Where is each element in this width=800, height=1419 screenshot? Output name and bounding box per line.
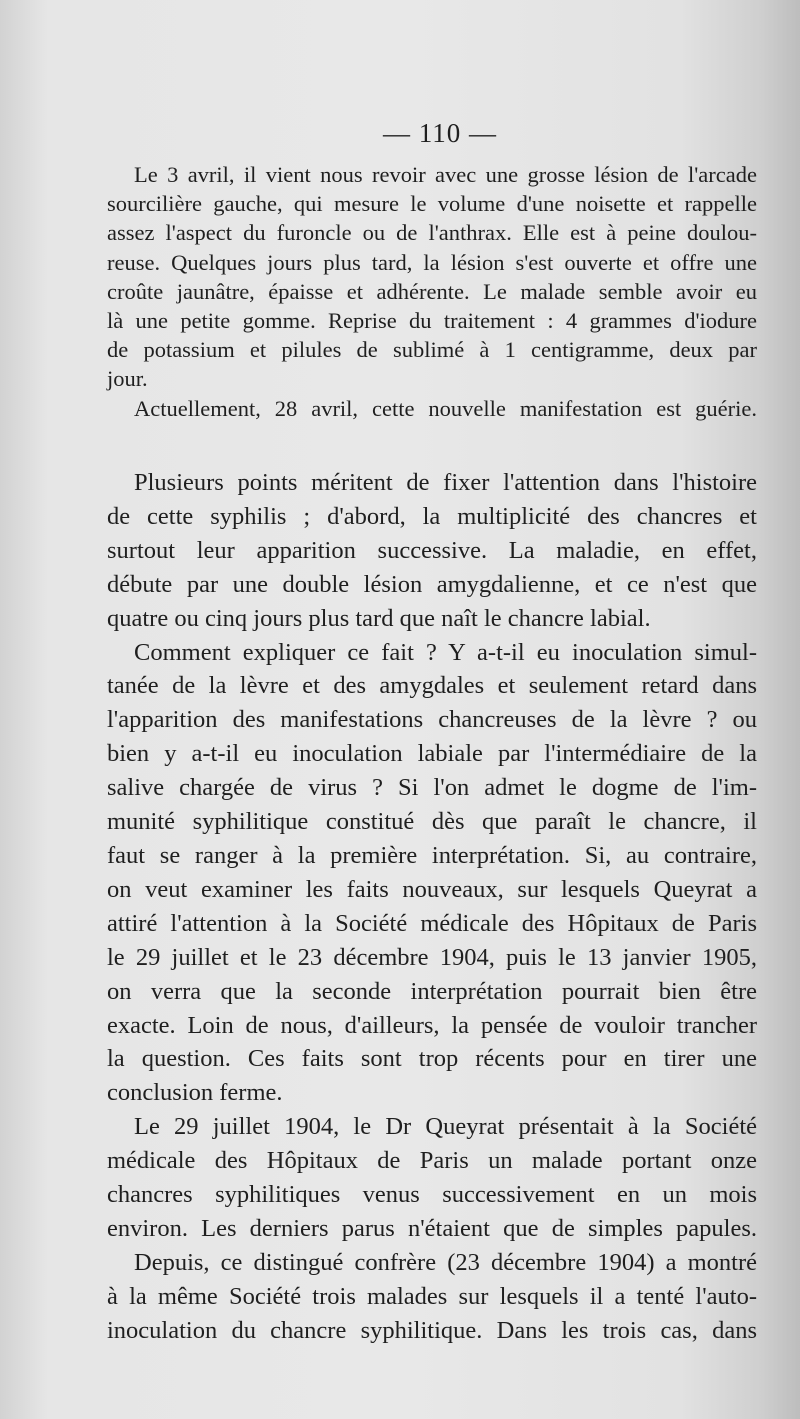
text-line: munité syphilitique constitué dès que paraît le chancre, il	[107, 808, 757, 836]
text-line: de potassium et pilules de sublimé à 1 centigramme, deux par	[107, 337, 757, 363]
text-line: à la même Société trois malades sur lesquels il a tenté l'auto-	[107, 1282, 757, 1310]
text-line: Depuis, ce distingué confrère (23 décembre 1904) a montré	[134, 1248, 757, 1276]
text-line: Actuellement, 28 avril, cette nouvelle manifestation est guérie.	[134, 395, 757, 421]
text-line: le 29 juillet et le 23 décembre 1904, puis le 13 janvier 1905,	[107, 943, 757, 971]
text-line: débute par une double lésion amygdalienne, et ce n'est que	[107, 570, 757, 598]
text-line: quatre ou cinq jours plus tard que naît le chancre labial.	[107, 604, 651, 632]
text-line: exacte. Loin de nous, d'ailleurs, la pensée de vouloir trancher	[107, 1011, 757, 1039]
case-report-block	[107, 160, 757, 423]
text-line: Comment expliquer ce fait ? Y a-t-il eu inoculation simul-	[134, 638, 757, 666]
text-line: conclusion ferme.	[107, 1079, 283, 1107]
page-number: — 110 —	[383, 118, 497, 148]
text-line: médicale des Hôpitaux de Paris un malade portant onze	[107, 1147, 757, 1175]
text-line: faut se ranger à la première interprétation. Si, au contraire,	[107, 841, 757, 869]
text-line: inoculation du chancre syphilitique. Dans les trois cas, dans	[107, 1316, 757, 1344]
text-line: de cette syphilis ; d'abord, la multiplicité des chancres et	[107, 502, 757, 530]
text-line: la question. Ces faits sont trop récents pour en tirer une	[107, 1045, 757, 1073]
text-line: croûte jaunâtre, épaisse et adhérente. Le malade semble avoir eu	[107, 278, 757, 304]
text-line: Le 29 juillet 1904, le Dr Queyrat présentait à la Société	[134, 1113, 757, 1141]
text-line: bien y a-t-il eu inoculation labiale par l'intermédiaire de la	[107, 740, 757, 768]
text-line: chancres syphilitiques venus successivement en un mois	[107, 1181, 757, 1209]
text-line: l'apparition des manifestations chancreuses de la lèvre ? ou	[107, 706, 757, 734]
text-line: on veut examiner les faits nouveaux, sur lesquels Queyrat a	[107, 875, 757, 903]
text-line: Plusieurs points méritent de fixer l'attention dans l'histoire	[134, 469, 757, 496]
text-line: attiré l'attention à la Société médicale des Hôpitaux de Paris	[107, 909, 757, 937]
text-line: reuse. Quelques jours plus tard, la lésion s'est ouverte et offre une	[107, 249, 757, 275]
discussion-block	[107, 466, 757, 1348]
text-line: on verra que la seconde interprétation pourrait bien être	[107, 977, 757, 1005]
text-line: environ. Les derniers parus n'étaient que de simples papules.	[107, 1214, 757, 1242]
text-line: salive chargée de virus ? Si l'on admet le dogme de l'im-	[107, 774, 757, 802]
text-line: Le 3 avril, il vient nous revoir avec une grosse lésion de l'arcade	[134, 162, 757, 187]
text-line: surtout leur apparition successive. La maladie, en effet,	[107, 536, 757, 564]
text-line: jour.	[107, 366, 148, 392]
text-line: sourcilière gauche, qui mesure le volume d'une noisette et rappelle	[107, 191, 757, 217]
text-line: assez l'aspect du furoncle ou de l'anthrax. Elle est à peine doulou-	[107, 220, 757, 246]
text-line: là une petite gomme. Reprise du traitement : 4 grammes d'iodure	[107, 308, 757, 334]
text-line: tanée de la lèvre et des amygdales et seulement retard dans	[107, 672, 757, 700]
